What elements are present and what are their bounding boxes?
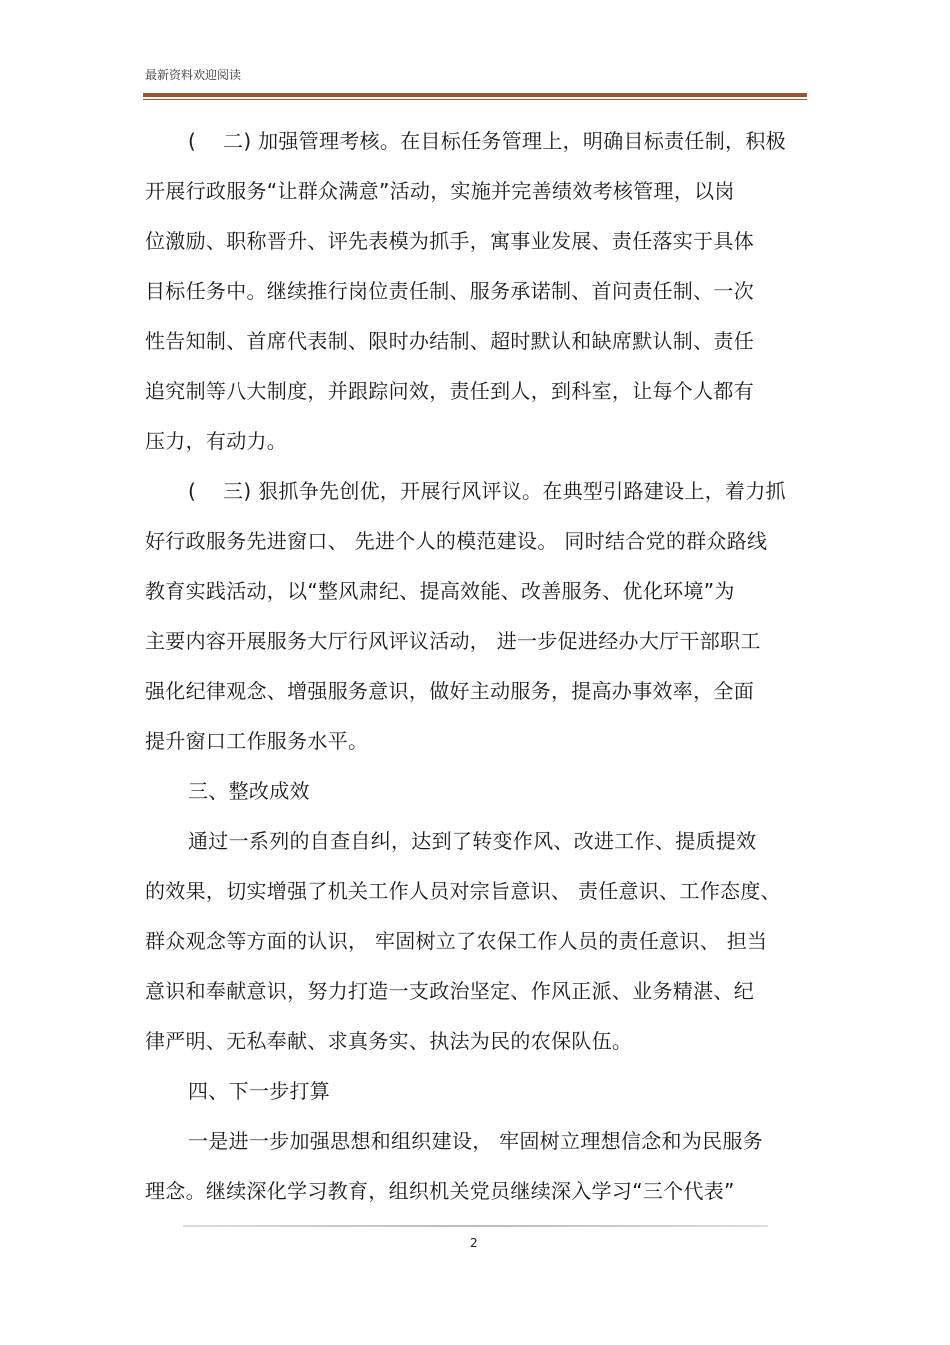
paragraph-line: 教育实践活动，以“整风肃纪、提高效能、改善服务、优化环境”为 [145, 579, 735, 603]
paragraph-line: 位激励、职称晋升、评先表模为抓手，寓事业发展、责任落实于具体 [145, 229, 754, 253]
paragraph-line: ( 二) 加强管理考核。在目标任务管理上，明确目标责任制，积极 [188, 129, 786, 153]
section-heading: 三、整改成效 [188, 779, 310, 803]
paragraph-line: 一是进一步加强思想和组织建设， 牢固树立理想信念和为民服务 [188, 1129, 764, 1153]
paragraph-line: 理念。继续深化学习教育，组织机关党员继续深入学习“三个代表” [145, 1179, 735, 1203]
section-heading: 四、下一步打算 [188, 1079, 331, 1103]
paragraph-line: 好行政服务先进窗口、 先进个人的模范建设。 同时结合党的群众路线 [145, 529, 768, 553]
paragraph-line: 群众观念等方面的认识， 牢固树立了农保工作人员的责任意识、 担当 [145, 929, 768, 953]
paragraph-line: 的效果，切实增强了机关工作人员对宗旨意识、 责任意识、工作态度、 [145, 879, 781, 903]
page-number: 2 [470, 1236, 478, 1250]
paragraph-line: 压力，有动力。 [145, 429, 288, 453]
header-rule-thin [143, 99, 807, 100]
paragraph-line: 目标任务中。继续推行岗位责任制、服务承诺制、首问责任制、一次 [145, 279, 754, 303]
paragraph-line: 开展行政服务“让群众满意”活动，实施并完善绩效考核管理，以岗 [145, 179, 735, 203]
header-rule [143, 93, 807, 97]
footer-rule [183, 1225, 768, 1227]
paragraph-line: 追究制等八大制度，并跟踪问效，责任到人，到科室，让每个人都有 [145, 379, 754, 403]
paragraph-line: 主要内容开展服务大厅行风评议活动， 进一步促进经办大厅干部职工 [145, 629, 761, 653]
paragraph-line: 意识和奉献意识，努力打造一支政治坚定、作风正派、业务精湛、纪 [145, 979, 754, 1003]
header-text: 最新资料欢迎阅读 [145, 68, 242, 82]
paragraph-line: 律严明、无私奉献、求真务实、执法为民的农保队伍。 [145, 1029, 633, 1053]
paragraph-line: 通过一系列的自查自纠，达到了转变作风、改进工作、提质提效 [188, 829, 757, 853]
paragraph-line: 提升窗口工作服务水平。 [145, 729, 369, 753]
paragraph-line: 强化纪律观念、增强服务意识，做好主动服务，提高办事效率，全面 [145, 679, 754, 703]
paragraph-line: 性告知制、首席代表制、限时办结制、超时默认和缺席默认制、责任 [145, 329, 754, 353]
paragraph-line: ( 三) 狠抓争先创优，开展行风评议。在典型引路建设上，着力抓 [188, 479, 786, 503]
